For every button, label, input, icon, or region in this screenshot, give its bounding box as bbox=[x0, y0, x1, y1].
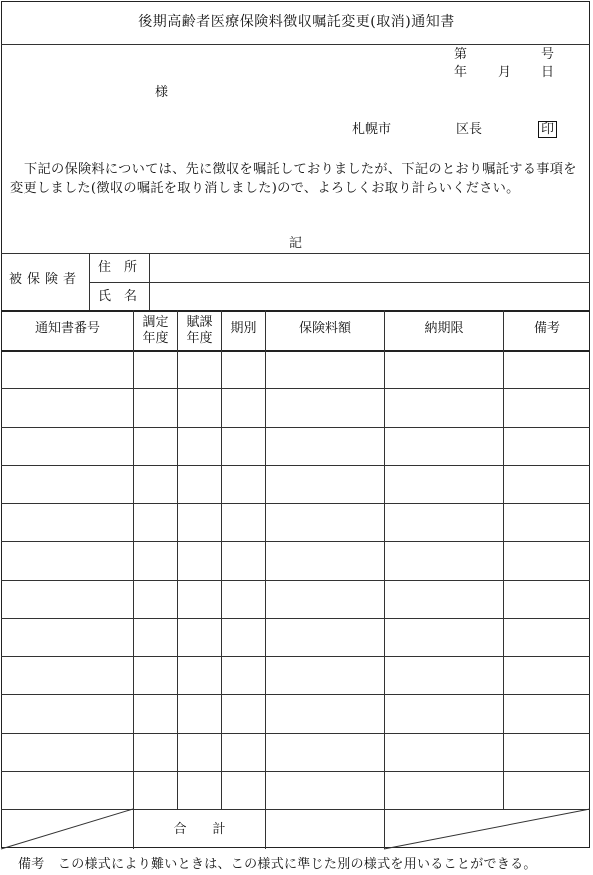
header-levy-year bbox=[178, 315, 221, 347]
header-levy-year-line2: 年度 bbox=[186, 331, 213, 346]
header-assessment-year-line2: 年度 bbox=[142, 331, 169, 346]
name-label: 氏 名 bbox=[98, 289, 138, 304]
total-diagonal-right bbox=[384, 809, 590, 849]
table-row-line bbox=[1, 541, 590, 542]
address-label: 住 所 bbox=[98, 260, 138, 275]
table-top-line bbox=[1, 310, 590, 312]
total-diagonal-left bbox=[1, 809, 134, 849]
col-line-2 bbox=[177, 310, 178, 809]
total-label: 合 計 bbox=[173, 822, 226, 837]
header-assessment-year bbox=[134, 315, 177, 347]
addressee-suffix: 様 bbox=[155, 85, 169, 100]
number-suffix: 号 bbox=[541, 47, 555, 62]
date-year: 年 bbox=[454, 65, 468, 80]
footer-note: 備考 この様式により難いときは、この様式に準じた別の様式を用いることができる。 bbox=[18, 857, 537, 872]
number-prefix: 第 bbox=[454, 47, 468, 62]
table-row-line bbox=[1, 388, 590, 389]
date-day: 日 bbox=[541, 65, 555, 80]
insured-mid-line bbox=[90, 282, 590, 283]
insured-field-divider bbox=[149, 253, 150, 310]
header-levy-year-line1: 賦課 bbox=[186, 315, 213, 330]
table-row-line bbox=[1, 465, 590, 466]
header-remarks: 備考 bbox=[533, 321, 560, 336]
table-row-line bbox=[1, 618, 590, 619]
col-line-3 bbox=[221, 310, 222, 809]
table-row-line bbox=[1, 694, 590, 695]
table-row-line bbox=[1, 771, 590, 772]
table-row-line bbox=[1, 503, 590, 504]
notice-body-text: 下記の保険料については、先に徴収を嘱託しておりましたが、下記のとおり嘱託する事項を変更しました(徴収の嘱託を取り消しました)ので、よろしくお取り計らいください。 bbox=[10, 162, 577, 196]
ki-label: 記 bbox=[289, 236, 303, 251]
header-due-date: 納期限 bbox=[424, 321, 464, 336]
table-row-line bbox=[1, 733, 590, 734]
col-line-5 bbox=[384, 310, 385, 849]
table-row-line bbox=[1, 656, 590, 657]
date-month: 月 bbox=[498, 65, 512, 80]
seal-box: 印 bbox=[538, 121, 557, 138]
header-notice-number: 通知書番号 bbox=[34, 321, 100, 336]
issuer-title: 区長 bbox=[456, 122, 483, 137]
header-premium-amount: 保険料額 bbox=[298, 321, 351, 336]
col-line-6 bbox=[503, 310, 504, 809]
form-frame bbox=[1, 1, 590, 848]
header-assessment-year-line1: 調定 bbox=[142, 315, 169, 330]
form-title: 後期高齢者医療保険料徴収嘱託変更(取消)通知書 bbox=[138, 14, 455, 30]
header-period: 期別 bbox=[230, 321, 257, 336]
table-row-line bbox=[1, 580, 590, 581]
table-row-line bbox=[1, 427, 590, 428]
title-divider bbox=[1, 44, 590, 45]
insured-label-divider bbox=[89, 253, 90, 310]
table-header-bottom bbox=[1, 350, 590, 352]
col-line-4 bbox=[265, 310, 266, 849]
col-line-1 bbox=[133, 310, 134, 849]
insured-label: 被保険者 bbox=[9, 272, 82, 287]
issuer-city: 札幌市 bbox=[352, 122, 392, 137]
